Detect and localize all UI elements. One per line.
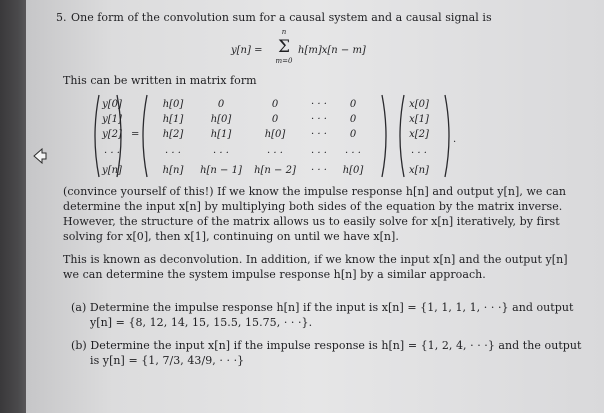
matrix-cell: 0 [271,99,279,110]
matrix-cell: · · · [213,148,229,159]
matrix-cell: · · · [311,99,327,110]
y-vector-entry: y[n] [102,165,122,176]
matrix-cell: h[0] [210,114,232,125]
part-b-line: (b) Determine the input x[n] if the impulse response is h[n] = {1, 2, 4, · · ·} and the output [71,339,582,352]
matrix-intro: This can be written in matrix form [63,74,257,87]
part-a-line: (a) Determine the impulse response h[n] if the input is x[n] = {1, 1, 1, 1, · · ·} and output [71,301,574,314]
problem-number: 5. [56,11,67,24]
paragraph-line: However, the structure of the matrix allows us to easily solve for x[n] iteratively, by first [63,215,560,228]
matrix-cell: h[n − 1] [200,165,242,176]
x-vector-entry: x[2] [409,129,429,140]
matrix-cell: h[n] [162,165,184,176]
x-vector-entry: x[0] [409,99,429,110]
sigma-symbol: Σ [277,37,291,57]
matrix-cell: h[1] [210,129,232,140]
y-vector-entry: · · · [104,148,120,159]
y-vector-entry: y[1] [102,114,122,125]
matrix-cell: · · · [311,114,327,125]
matrix-cell: · · · [311,129,327,140]
y-vector-entry: y[2] [102,129,122,140]
x-vector-entry: x[n] [409,165,429,176]
matrix-cell: h[n − 2] [254,165,296,176]
matrix-cell: h[0] [162,99,184,110]
paragraph-line: This is known as deconvolution. In addition, if we know the input x[n] and the output y[n] [63,253,568,266]
x-vector-entry: · · · [411,148,427,159]
matrix-cell: h[0] [264,129,286,140]
document-page [26,0,604,413]
sum-term: h[m]x[n − m] [298,45,366,56]
matrix-cell: · · · [311,148,327,159]
matrix-cell: h[2] [162,129,184,140]
paragraph-line: (convince yourself of this!) If we know the impulse response h[n] and output y[n], we can [63,185,566,198]
part-b-line: is y[n] = {1, 7/3, 43/9, · · ·} [90,354,245,367]
part-a-line: y[n] = {8, 12, 14, 15, 15.5, 15.75, · · ·}. [90,316,313,329]
x-vector-entry: x[1] [409,114,429,125]
equation-period: . [453,134,457,145]
equals-sign: = [131,129,140,140]
matrix-cell: 0 [217,99,225,110]
matrix-cell: 0 [271,114,279,125]
matrix-cell: h[1] [162,114,184,125]
sum-lhs: y[n] = [231,45,263,56]
paragraph-line: we can determine the system impulse response h[n] by a similar approach. [63,268,486,281]
paragraph-line: determine the input x[n] by multiplying both sides of the equation by the matrix inverse. [63,200,563,213]
sum-upper-limit: n [281,28,287,36]
problem-intro: One form of the convolution sum for a causal system and a causal signal is [71,11,492,24]
mouse-cursor-icon [33,148,47,164]
paragraph-line: solving for x[0], then x[1], continuing on until we have x[n]. [63,230,399,243]
sum-lower-limit: m=0 [275,57,293,65]
matrix-cell: · · · [267,148,283,159]
matrix-cell: · · · [345,148,361,159]
matrix-cell: 0 [349,114,357,125]
matrix-cell: 0 [349,129,357,140]
matrix-cell: h[0] [342,165,364,176]
matrix-cell: · · · [311,165,327,176]
matrix-cell: · · · [165,148,181,159]
y-vector-entry: y[0] [102,99,122,110]
matrix-cell: 0 [349,99,357,110]
